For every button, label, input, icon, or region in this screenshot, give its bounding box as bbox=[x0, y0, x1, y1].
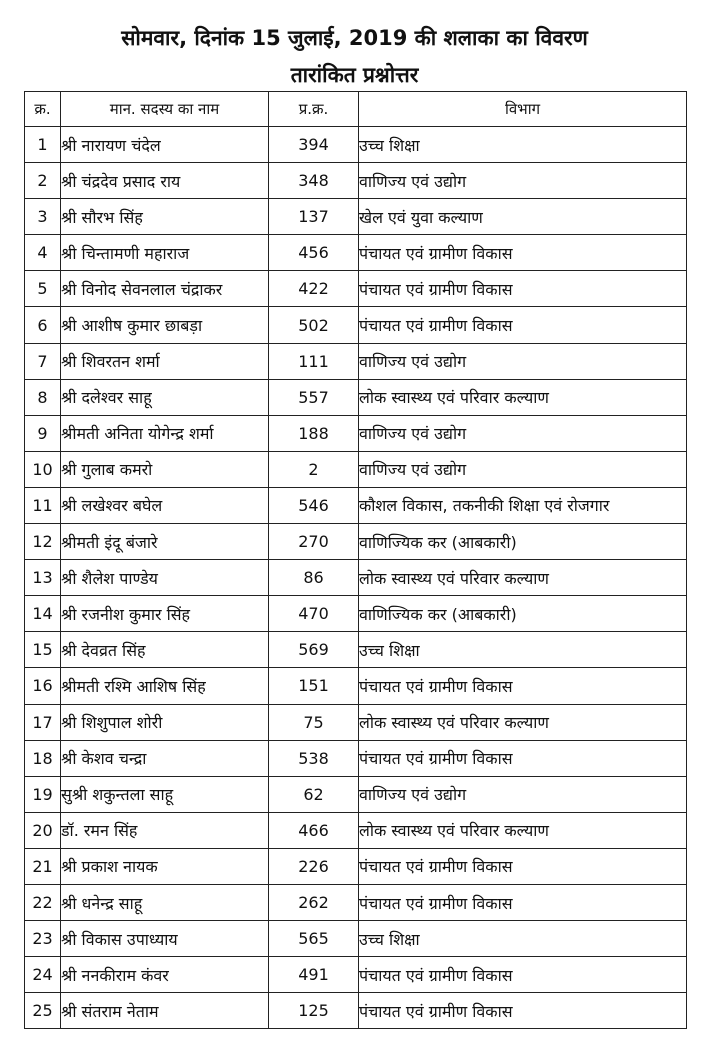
department-cell: कौशल विकास, तकनीकी शिक्षा एवं रोजगार bbox=[359, 487, 687, 523]
department-cell: पंचायत एवं ग्रामीण विकास bbox=[359, 957, 687, 993]
department-cell: खेल एवं युवा कल्याण bbox=[359, 199, 687, 235]
member-name-cell: श्रीमती अनिता योगेन्द्र शर्मा bbox=[61, 415, 269, 451]
department-cell: उच्च शिक्षा bbox=[359, 632, 687, 668]
member-name-cell: श्री दलेश्वर साहू bbox=[61, 379, 269, 415]
serial-number-cell: 20 bbox=[25, 812, 61, 848]
table-row bbox=[25, 776, 687, 812]
question-number-cell: 270 bbox=[269, 524, 359, 560]
question-number-cell: 422 bbox=[269, 271, 359, 307]
member-name-cell: श्री केशव चन्द्रा bbox=[61, 740, 269, 776]
table-row bbox=[25, 163, 687, 199]
question-number-cell: 565 bbox=[269, 921, 359, 957]
column-header-question-number: प्र.क्र. bbox=[269, 92, 359, 127]
table-row bbox=[25, 740, 687, 776]
department-cell: पंचायत एवं ग्रामीण विकास bbox=[359, 884, 687, 920]
question-number-cell: 226 bbox=[269, 848, 359, 884]
serial-number-cell: 14 bbox=[25, 596, 61, 632]
department-cell: लोक स्वास्थ्य एवं परिवार कल्याण bbox=[359, 812, 687, 848]
serial-number-cell: 18 bbox=[25, 740, 61, 776]
department-cell: उच्च शिक्षा bbox=[359, 921, 687, 957]
question-number-cell: 538 bbox=[269, 740, 359, 776]
question-number-cell: 2 bbox=[269, 451, 359, 487]
table-row bbox=[25, 596, 687, 632]
question-number-cell: 456 bbox=[269, 235, 359, 271]
department-cell: वाणिज्य एवं उद्योग bbox=[359, 163, 687, 199]
department-cell: वाणिज्य एवं उद्योग bbox=[359, 776, 687, 812]
serial-number-cell: 24 bbox=[25, 957, 61, 993]
serial-number-cell: 25 bbox=[25, 993, 61, 1029]
table-row bbox=[25, 884, 687, 920]
member-name-cell: श्री ननकीराम कंवर bbox=[61, 957, 269, 993]
department-cell: लोक स्वास्थ्य एवं परिवार कल्याण bbox=[359, 379, 687, 415]
question-number-cell: 188 bbox=[269, 415, 359, 451]
member-name-cell: श्री देवव्रत सिंह bbox=[61, 632, 269, 668]
table-row bbox=[25, 957, 687, 993]
table-row bbox=[25, 235, 687, 271]
document-subtitle: तारांकित प्रश्नोत्तर bbox=[290, 63, 419, 87]
member-name-cell: श्री रजनीश कुमार सिंह bbox=[61, 596, 269, 632]
serial-number-cell: 12 bbox=[25, 524, 61, 560]
question-number-cell: 151 bbox=[269, 668, 359, 704]
serial-number-cell: 7 bbox=[25, 343, 61, 379]
member-name-cell: श्री धनेन्द्र साहू bbox=[61, 884, 269, 920]
department-cell: वाणिज्यिक कर (आबकारी) bbox=[359, 596, 687, 632]
serial-number-cell: 10 bbox=[25, 451, 61, 487]
question-number-cell: 502 bbox=[269, 307, 359, 343]
column-header-serial: क्र. bbox=[25, 92, 61, 127]
table-row bbox=[25, 199, 687, 235]
table-row bbox=[25, 127, 687, 163]
member-name-cell: सुश्री शकुन्तला साहू bbox=[61, 776, 269, 812]
question-number-cell: 86 bbox=[269, 560, 359, 596]
department-cell: पंचायत एवं ग्रामीण विकास bbox=[359, 740, 687, 776]
department-cell: वाणिज्य एवं उद्योग bbox=[359, 343, 687, 379]
table-row bbox=[25, 668, 687, 704]
member-name-cell: श्रीमती इंदू बंजारे bbox=[61, 524, 269, 560]
table-row bbox=[25, 704, 687, 740]
member-name-cell: श्री संतराम नेताम bbox=[61, 993, 269, 1029]
question-number-cell: 62 bbox=[269, 776, 359, 812]
question-number-cell: 348 bbox=[269, 163, 359, 199]
question-number-cell: 569 bbox=[269, 632, 359, 668]
question-number-cell: 491 bbox=[269, 957, 359, 993]
table-row bbox=[25, 343, 687, 379]
department-cell: पंचायत एवं ग्रामीण विकास bbox=[359, 235, 687, 271]
member-name-cell: श्री विनोद सेवनलाल चंद्राकर bbox=[61, 271, 269, 307]
member-name-cell: श्री शिशुपाल शोरी bbox=[61, 704, 269, 740]
table-row bbox=[25, 560, 687, 596]
serial-number-cell: 5 bbox=[25, 271, 61, 307]
question-number-cell: 546 bbox=[269, 487, 359, 523]
question-number-cell: 470 bbox=[269, 596, 359, 632]
serial-number-cell: 17 bbox=[25, 704, 61, 740]
table-row bbox=[25, 487, 687, 523]
starred-questions-table bbox=[24, 91, 687, 1029]
document-title: सोमवार, दिनांक 15 जुलाई, 2019 की शलाका का विवरण bbox=[121, 26, 588, 50]
serial-number-cell: 2 bbox=[25, 163, 61, 199]
table-row bbox=[25, 848, 687, 884]
question-number-cell: 557 bbox=[269, 379, 359, 415]
department-cell: वाणिज्यिक कर (आबकारी) bbox=[359, 524, 687, 560]
table-row bbox=[25, 921, 687, 957]
table-row bbox=[25, 812, 687, 848]
member-name-cell: श्री शैलेश पाण्डेय bbox=[61, 560, 269, 596]
table-row bbox=[25, 307, 687, 343]
department-cell: पंचायत एवं ग्रामीण विकास bbox=[359, 668, 687, 704]
serial-number-cell: 3 bbox=[25, 199, 61, 235]
column-header-member-name: मान. सदस्य का नाम bbox=[61, 92, 269, 127]
question-number-cell: 262 bbox=[269, 884, 359, 920]
department-cell: पंचायत एवं ग्रामीण विकास bbox=[359, 993, 687, 1029]
member-name-cell: श्री लखेश्वर बघेल bbox=[61, 487, 269, 523]
department-cell: लोक स्वास्थ्य एवं परिवार कल्याण bbox=[359, 560, 687, 596]
table-row bbox=[25, 415, 687, 451]
department-cell: लोक स्वास्थ्य एवं परिवार कल्याण bbox=[359, 704, 687, 740]
serial-number-cell: 4 bbox=[25, 235, 61, 271]
serial-number-cell: 13 bbox=[25, 560, 61, 596]
table-row bbox=[25, 379, 687, 415]
serial-number-cell: 8 bbox=[25, 379, 61, 415]
table-row bbox=[25, 993, 687, 1029]
serial-number-cell: 19 bbox=[25, 776, 61, 812]
question-number-cell: 111 bbox=[269, 343, 359, 379]
serial-number-cell: 6 bbox=[25, 307, 61, 343]
member-name-cell: श्री गुलाब कमरो bbox=[61, 451, 269, 487]
question-number-cell: 125 bbox=[269, 993, 359, 1029]
table-row bbox=[25, 632, 687, 668]
serial-number-cell: 16 bbox=[25, 668, 61, 704]
table-row bbox=[25, 524, 687, 560]
question-number-cell: 137 bbox=[269, 199, 359, 235]
table-body bbox=[25, 127, 687, 1029]
column-header-department: विभाग bbox=[359, 92, 687, 127]
serial-number-cell: 23 bbox=[25, 921, 61, 957]
table-row bbox=[25, 451, 687, 487]
serial-number-cell: 1 bbox=[25, 127, 61, 163]
serial-number-cell: 9 bbox=[25, 415, 61, 451]
serial-number-cell: 15 bbox=[25, 632, 61, 668]
member-name-cell: श्री विकास उपाध्याय bbox=[61, 921, 269, 957]
department-cell: वाणिज्य एवं उद्योग bbox=[359, 451, 687, 487]
question-number-cell: 394 bbox=[269, 127, 359, 163]
department-cell: वाणिज्य एवं उद्योग bbox=[359, 415, 687, 451]
serial-number-cell: 11 bbox=[25, 487, 61, 523]
member-name-cell: डॉ. रमन सिंह bbox=[61, 812, 269, 848]
member-name-cell: श्री चिन्तामणी महाराज bbox=[61, 235, 269, 271]
member-name-cell: श्री सौरभ सिंह bbox=[61, 199, 269, 235]
department-cell: उच्च शिक्षा bbox=[359, 127, 687, 163]
question-number-cell: 466 bbox=[269, 812, 359, 848]
member-name-cell: श्री आशीष कुमार छाबड़ा bbox=[61, 307, 269, 343]
serial-number-cell: 22 bbox=[25, 884, 61, 920]
department-cell: पंचायत एवं ग्रामीण विकास bbox=[359, 848, 687, 884]
department-cell: पंचायत एवं ग्रामीण विकास bbox=[359, 307, 687, 343]
member-name-cell: श्री प्रकाश नायक bbox=[61, 848, 269, 884]
member-name-cell: श्रीमती रश्मि आशिष सिंह bbox=[61, 668, 269, 704]
serial-number-cell: 21 bbox=[25, 848, 61, 884]
member-name-cell: श्री शिवरतन शर्मा bbox=[61, 343, 269, 379]
table-header-row bbox=[25, 92, 687, 127]
table-row bbox=[25, 271, 687, 307]
member-name-cell: श्री चंद्रदेव प्रसाद राय bbox=[61, 163, 269, 199]
department-cell: पंचायत एवं ग्रामीण विकास bbox=[359, 271, 687, 307]
member-name-cell: श्री नारायण चंदेल bbox=[61, 127, 269, 163]
question-number-cell: 75 bbox=[269, 704, 359, 740]
